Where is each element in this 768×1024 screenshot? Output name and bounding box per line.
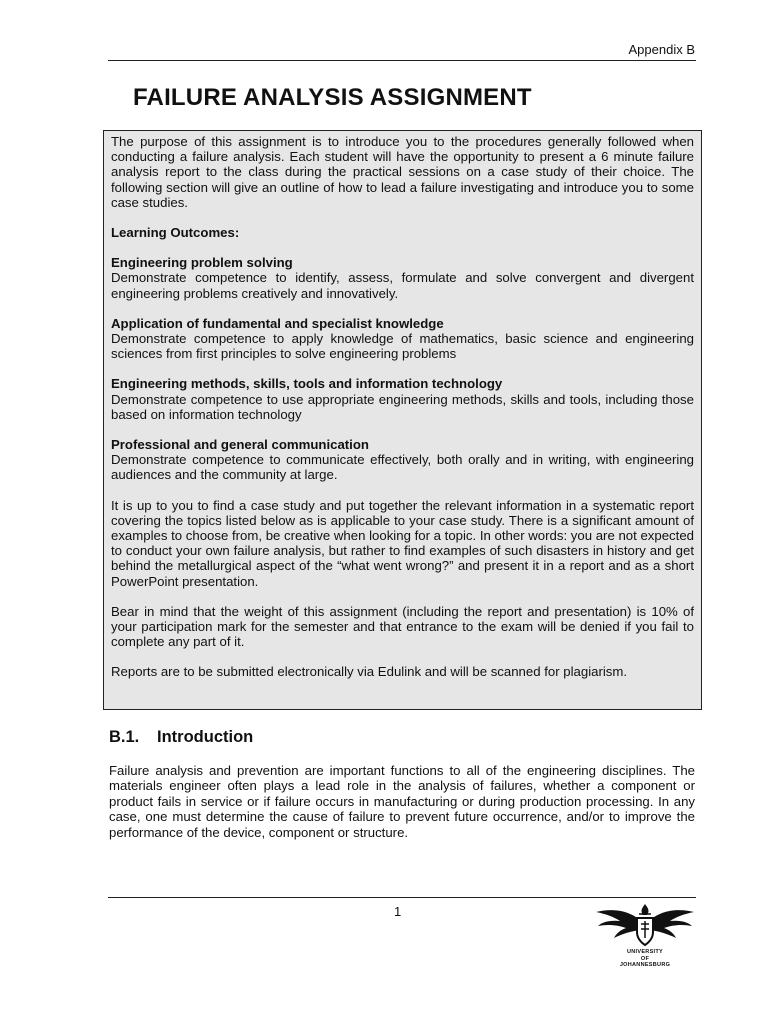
logo-text-line3: JOHANNESBURG (619, 962, 671, 968)
page-title: FAILURE ANALYSIS ASSIGNMENT (133, 84, 532, 111)
submission-paragraph: Reports are to be submitted electronically via Edulink and will be scanned for plagiarism. (111, 664, 628, 680)
section-title: Introduction (157, 728, 254, 746)
outcome-text: Demonstrate competence to use appropriate engineering methods, skills and tools, including those based on information technology (111, 391, 694, 422)
section-heading (109, 728, 253, 747)
page-number: 1 (394, 904, 402, 919)
outcome-item (111, 255, 694, 301)
learning-outcomes-heading-text: Learning Outcomes: (111, 225, 240, 241)
university-logo (590, 900, 700, 970)
case-study-paragraph: It is up to you to find a case study and put together the relevant information in a systematic report covering the topics listed below as is applicable to your case study. There is a significant amount of examples to choose from, be creative when looking for a topic. In other words: you are not expected to conduct your own failure analysis, but rather to find examples of such disasters in history and get behind the metallurgical aspect of the “what went wrong?” and present it in a report and as a short PowerPoint presentation. (111, 497, 694, 589)
learning-outcomes-heading (111, 225, 694, 240)
outcome-item (111, 376, 694, 422)
outcome-heading: Engineering problem solving (111, 255, 293, 271)
outcome-heading: Application of fundamental and specialist knowledge (111, 315, 444, 331)
outcome-text: Demonstrate competence to apply knowledge of mathematics, basic science and engineering sciences from first principles to solve engineering problems (111, 331, 694, 362)
outcome-text: Demonstrate competence to communicate effectively, both orally and in writing, with engineering audiences and the community at large. (111, 452, 694, 483)
weight-paragraph: Bear in mind that the weight of this assignment (including the report and presentation) is 10% of your participation mark for the semester and that entrance to the exam will be denied if you fail to complete any part of it. (111, 603, 694, 650)
outcome-item (111, 437, 694, 483)
logo-text-line2: OF (640, 956, 650, 962)
logo-text-line1: UNIVERSITY (626, 949, 663, 955)
section-number: B.1. (109, 728, 140, 746)
university-crest-icon (590, 900, 700, 948)
outcome-heading: Engineering methods, skills, tools and information technology (111, 376, 503, 392)
outcome-text: Demonstrate competence to identify, assess, formulate and solve convergent and divergent engineering problems creatively and innovatively. (111, 270, 694, 301)
introduction-paragraph: Failure analysis and prevention are important functions to all of the engineering disciplines. The materials engineer often plays a lead role in the analysis of failures, whether a component or product fails in service or if failure occurs in manufacturing or during production processing. In any case, one must determine the cause of failure to prevent future occurrence, and/or to improve the performance of the device, component or structure. (109, 763, 695, 840)
assignment-info-box (103, 130, 702, 710)
footer-divider (108, 897, 696, 898)
header-divider (108, 60, 696, 61)
outcome-heading: Professional and general communication (111, 437, 369, 453)
intro-paragraph: The purpose of this assignment is to introduce you to the procedures generally followed when conducting a failure analysis. Each student will have the opportunity to present a 6 minute failure analysis report to the class during the practical sessions on a case study of their choice. The following section will give an outline of how to lead a failure investigating and introduce you to some case studies. (111, 134, 694, 210)
outcome-item (111, 316, 694, 362)
header-appendix-label: Appendix B (628, 42, 695, 57)
